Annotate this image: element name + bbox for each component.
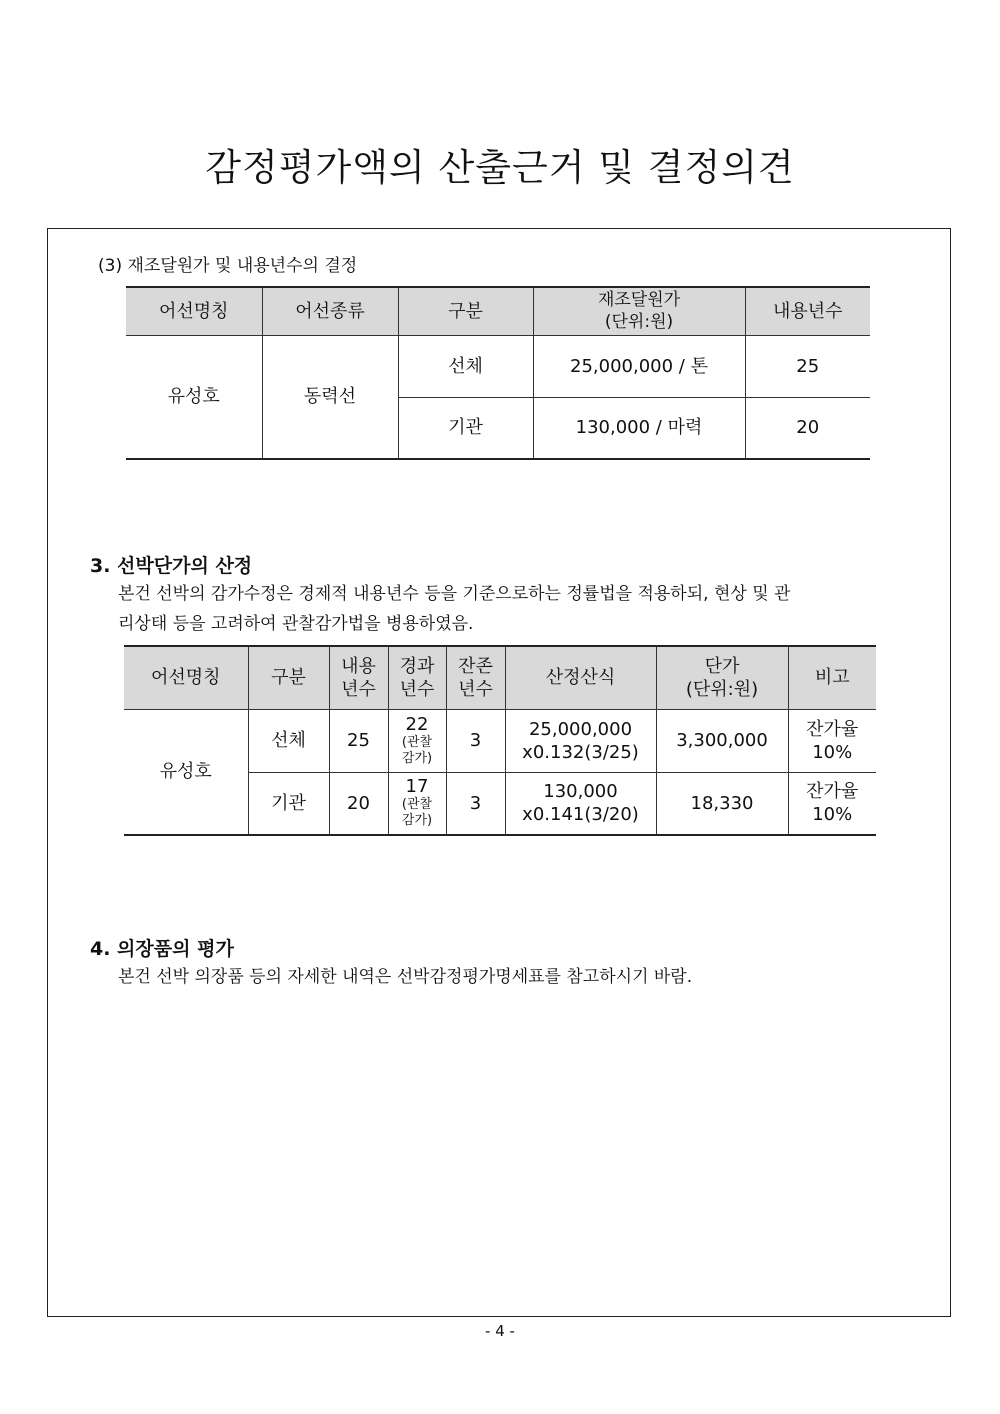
- table2-row-note: 잔가율 10%: [788, 709, 876, 772]
- table2-row-note: 잔가율 10%: [788, 772, 876, 835]
- table2-row-unit-price: 18,330: [656, 772, 788, 835]
- table2-row-remaining: 3: [446, 709, 505, 772]
- table2-row-formula: 25,000,000 x0.132(3/25): [505, 709, 656, 772]
- table1-row-cost: 25,000,000 / 톤: [533, 335, 745, 397]
- section3-paragraph-line1: 본건 선박의 감가수정은 경제적 내용년수 등을 기준으로하는 정률법을 적용하되, 현상 및 관: [118, 584, 791, 604]
- table2-row-elapsed: [388, 709, 446, 772]
- table2-elapsed-note: (관찰 감가): [401, 734, 433, 766]
- table2-header-vessel-name: 어선명칭: [124, 646, 248, 709]
- section4-paragraph: 본건 선박 의장품 등의 자세한 내역은 선박감정평가명세표를 참고하시기 바람.: [118, 967, 693, 987]
- table1-row-years: 20: [745, 397, 870, 459]
- section3-heading: 3. 선박단가의 산정: [90, 555, 253, 577]
- table1-header-useful-life: 내용년수: [745, 287, 870, 335]
- table2-header-category: 구분: [248, 646, 329, 709]
- table2-row-life: 20: [329, 772, 388, 835]
- table2-row-category: 기관: [248, 772, 329, 835]
- table2-header-remarks: 비고: [788, 646, 876, 709]
- table1-vessel-type: 동력선: [262, 335, 398, 459]
- table2-header-formula: 산정산식: [505, 646, 656, 709]
- table1-header-vessel-type: 어선종류: [262, 287, 398, 335]
- table1-row-category: 선체: [398, 335, 533, 397]
- table2-row-life: 25: [329, 709, 388, 772]
- table1-vessel-name: 유성호: [126, 335, 262, 459]
- section4-heading: 4. 의장품의 평가: [90, 938, 234, 960]
- document-title: 감정평가액의 산출근거 및 결정의견: [205, 146, 795, 189]
- table1-header-category: 구분: [398, 287, 533, 335]
- page-number: - 4 -: [485, 1322, 515, 1340]
- table1-header-vessel-name: 어선명칭: [126, 287, 262, 335]
- table2-header-unit-price: 단가 (단위:원): [656, 646, 788, 709]
- table2-row-elapsed: [388, 772, 446, 835]
- table1-header-replacement-cost: 재조달원가 (단위:원): [533, 287, 745, 335]
- table2-header-elapsed-years: 경과 년수: [388, 646, 446, 709]
- table2-elapsed-value: 17: [405, 776, 429, 798]
- table2-elapsed-note: (관찰 감가): [401, 797, 433, 829]
- table2-row-formula: 130,000 x0.141(3/20): [505, 772, 656, 835]
- table2-elapsed-value: 22: [405, 713, 429, 735]
- replacement-cost-table: [126, 286, 870, 460]
- table2-header-useful-life: 내용 년수: [329, 646, 388, 709]
- table2-row-unit-price: 3,300,000: [656, 709, 788, 772]
- table1-row-years: 25: [745, 335, 870, 397]
- table2-header-remaining-years: 잔존 년수: [446, 646, 505, 709]
- unit-price-table: [124, 645, 876, 836]
- table1-row-cost: 130,000 / 마력: [533, 397, 745, 459]
- section3-paragraph-line2: 리상태 등을 고려하여 관찰감가법을 병용하였음.: [118, 614, 474, 634]
- table2-vessel-name: 유성호: [124, 709, 248, 835]
- table2-row-remaining: 3: [446, 772, 505, 835]
- table1-row-category: 기관: [398, 397, 533, 459]
- table2-row-category: 선체: [248, 709, 329, 772]
- replacement-cost-subheading: (3) 재조달원가 및 내용년수의 결정: [98, 256, 358, 276]
